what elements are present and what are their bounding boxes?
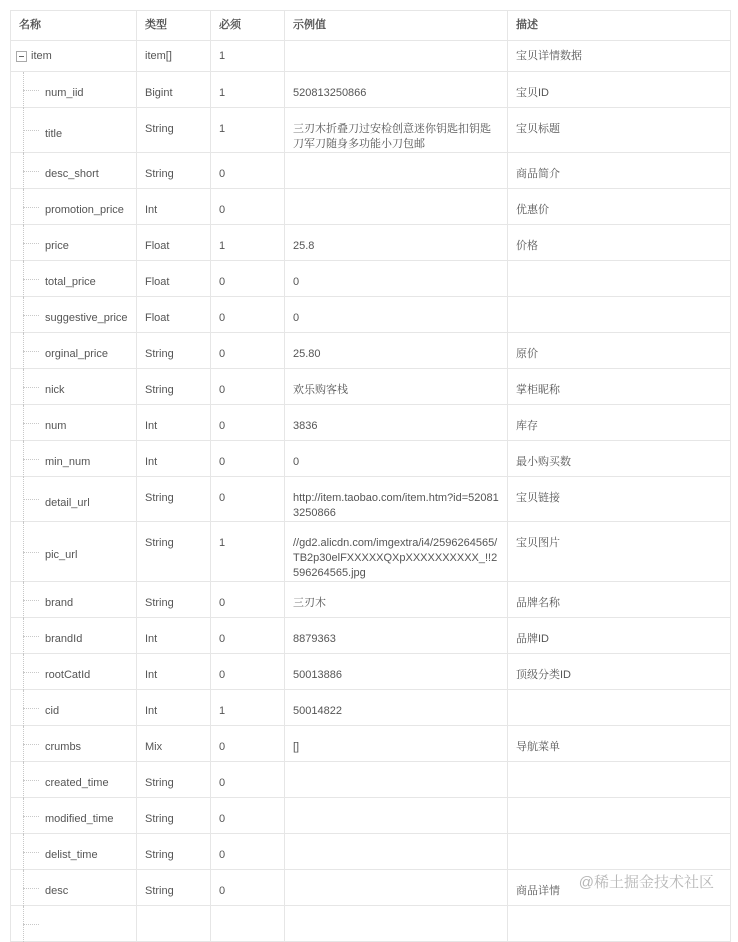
field-example-cell: 50014822 — [285, 690, 508, 726]
tree-branch-line — [23, 351, 39, 352]
field-name: total_price — [45, 276, 96, 288]
field-type-cell: Bigint — [137, 72, 211, 108]
field-description-cell: 最小购买数 — [508, 441, 731, 477]
field-required-cell: 1 — [211, 72, 285, 108]
field-example-cell: 25.8 — [285, 225, 508, 261]
field-description-cell — [508, 297, 731, 333]
field-example-cell: [] — [285, 726, 508, 762]
table-row — [11, 726, 731, 762]
field-description-cell: 库存 — [508, 405, 731, 441]
field-description-cell: 顶级分类ID — [508, 654, 731, 690]
table-row — [11, 72, 731, 108]
header-name: 名称 — [11, 11, 137, 41]
field-name-cell — [11, 870, 137, 906]
field-name: modified_time — [45, 813, 114, 825]
tree-branch-line — [23, 552, 39, 553]
header-example: 示例值 — [285, 11, 508, 41]
field-name: min_num — [45, 456, 91, 468]
table-row — [11, 834, 731, 870]
field-type-cell: String — [137, 582, 211, 618]
field-required-cell: 0 — [211, 369, 285, 405]
api-fields-table — [10, 10, 731, 942]
header-description: 描述 — [508, 11, 731, 41]
field-type-cell: Int — [137, 618, 211, 654]
table-row — [11, 690, 731, 726]
field-example-cell: 25.80 — [285, 333, 508, 369]
field-example-cell — [285, 762, 508, 798]
field-description-cell — [508, 762, 731, 798]
field-name: brand — [45, 597, 74, 609]
root-required: 1 — [211, 41, 285, 72]
field-required-cell — [211, 906, 285, 942]
field-description-cell: 品牌名称 — [508, 582, 731, 618]
field-name-cell — [11, 906, 137, 942]
tree-branch-line — [23, 279, 39, 280]
collapse-minus-icon[interactable] — [16, 51, 27, 62]
api-table-container — [10, 10, 730, 942]
field-example-cell — [285, 870, 508, 906]
table-row — [11, 618, 731, 654]
tree-branch-line — [23, 243, 39, 244]
field-description-cell — [508, 798, 731, 834]
field-example-cell: 三刃木折叠刀过安检创意迷你钥匙扣钥匙刀军刀随身多功能小刀包邮 — [285, 108, 508, 153]
field-name-cell — [11, 189, 137, 225]
tree-branch-line — [23, 459, 39, 460]
field-description-cell: 宝贝图片 — [508, 522, 731, 582]
field-name-cell — [11, 405, 137, 441]
table-row — [11, 405, 731, 441]
tree-branch-line — [23, 924, 39, 925]
field-name: suggestive_price — [45, 312, 128, 324]
table-row-root — [11, 41, 731, 72]
field-name-cell — [11, 72, 137, 108]
tree-branch-line — [23, 315, 39, 316]
field-example-cell: 0 — [285, 441, 508, 477]
header-required: 必须 — [211, 11, 285, 41]
tree-branch-line — [23, 708, 39, 709]
field-name: delist_time — [45, 849, 98, 861]
field-example-cell: 三刃木 — [285, 582, 508, 618]
field-required-cell: 1 — [211, 690, 285, 726]
field-type-cell — [137, 906, 211, 942]
tree-branch-line — [23, 852, 39, 853]
field-name: created_time — [45, 777, 109, 789]
field-name-cell — [11, 726, 137, 762]
field-type-cell: Int — [137, 654, 211, 690]
field-required-cell: 1 — [211, 108, 285, 153]
field-name: desc_short — [45, 168, 99, 180]
root-description: 宝贝详情数据 — [508, 41, 731, 72]
root-name: item — [31, 49, 52, 62]
field-name: brandId — [45, 633, 83, 645]
field-name-cell — [11, 690, 137, 726]
field-name: orginal_price — [45, 348, 108, 360]
table-row — [11, 477, 731, 522]
field-type-cell: Mix — [137, 726, 211, 762]
field-required-cell: 0 — [211, 333, 285, 369]
field-description-cell — [508, 690, 731, 726]
field-required-cell: 0 — [211, 477, 285, 522]
field-type-cell: String — [137, 369, 211, 405]
field-description-cell: 宝贝链接 — [508, 477, 731, 522]
field-name-cell — [11, 477, 137, 522]
field-required-cell: 1 — [211, 522, 285, 582]
field-example-cell: 8879363 — [285, 618, 508, 654]
field-description-cell: 导航菜单 — [508, 726, 731, 762]
tree-branch-line — [23, 636, 39, 637]
field-type-cell: Int — [137, 690, 211, 726]
table-row — [11, 654, 731, 690]
field-name-cell — [11, 108, 137, 153]
field-name-cell — [11, 225, 137, 261]
field-name: crumbs — [45, 741, 82, 753]
field-required-cell: 1 — [211, 225, 285, 261]
field-required-cell: 0 — [211, 726, 285, 762]
root-name-cell — [11, 41, 137, 72]
field-type-cell: String — [137, 870, 211, 906]
field-example-cell — [285, 834, 508, 870]
field-required-cell: 0 — [211, 870, 285, 906]
field-name: desc — [45, 885, 69, 897]
field-name: cid — [45, 705, 60, 717]
tree-branch-line — [23, 90, 39, 91]
table-row — [11, 582, 731, 618]
field-name-cell — [11, 153, 137, 189]
tree-branch-line — [23, 816, 39, 817]
table-row — [11, 153, 731, 189]
field-name-cell — [11, 441, 137, 477]
table-row — [11, 906, 731, 942]
field-required-cell: 0 — [211, 405, 285, 441]
field-type-cell: Float — [137, 225, 211, 261]
tree-branch-line — [23, 672, 39, 673]
watermark: @稀土掘金技术社区 — [578, 874, 714, 891]
field-example-cell: 3836 — [285, 405, 508, 441]
field-example-cell — [285, 906, 508, 942]
field-name: num_iid — [45, 87, 84, 99]
tree-branch-line — [23, 499, 39, 500]
tree-branch-line — [23, 600, 39, 601]
tree-branch-line — [23, 387, 39, 388]
root-example — [285, 41, 508, 72]
tree-branch-line — [23, 171, 39, 172]
table-row — [11, 297, 731, 333]
field-example-cell: http://item.taobao.com/item.htm?id=520813250866 — [285, 477, 508, 522]
field-description-cell — [508, 261, 731, 297]
field-required-cell: 0 — [211, 654, 285, 690]
field-type-cell: String — [137, 108, 211, 153]
field-name: price — [45, 240, 69, 252]
field-required-cell: 0 — [211, 582, 285, 618]
field-required-cell: 0 — [211, 297, 285, 333]
field-type-cell: Int — [137, 441, 211, 477]
tree-branch-line — [23, 780, 39, 781]
field-name: title — [45, 127, 63, 140]
field-description-cell: 品牌ID — [508, 618, 731, 654]
field-name-cell — [11, 762, 137, 798]
field-name-cell — [11, 261, 137, 297]
field-name: detail_url — [45, 496, 90, 509]
field-description-cell: 原价 — [508, 333, 731, 369]
field-name-cell — [11, 582, 137, 618]
table-row — [11, 261, 731, 297]
tree-branch-line — [23, 744, 39, 745]
field-example-cell: 0 — [285, 297, 508, 333]
field-type-cell: Int — [137, 405, 211, 441]
field-name: num — [45, 420, 67, 432]
root-type: item[] — [137, 41, 211, 72]
field-description-cell: 宝贝标题 — [508, 108, 731, 153]
field-required-cell: 0 — [211, 261, 285, 297]
field-required-cell: 0 — [211, 834, 285, 870]
tree-branch-line — [23, 130, 39, 131]
field-description-cell: 优惠价 — [508, 189, 731, 225]
field-description-cell — [508, 834, 731, 870]
field-name: promotion_price — [45, 204, 124, 216]
field-example-cell — [285, 153, 508, 189]
field-description-cell: 价格 — [508, 225, 731, 261]
field-required-cell: 0 — [211, 798, 285, 834]
field-description-cell: 掌柜昵称 — [508, 369, 731, 405]
field-name-cell — [11, 618, 137, 654]
table-row — [11, 225, 731, 261]
field-type-cell: String — [137, 477, 211, 522]
table-row — [11, 522, 731, 582]
field-name-cell — [11, 297, 137, 333]
field-type-cell: Int — [137, 189, 211, 225]
field-type-cell: String — [137, 798, 211, 834]
table-row — [11, 441, 731, 477]
tree-branch-line — [23, 888, 39, 889]
field-name-cell — [11, 834, 137, 870]
field-name: pic_url — [45, 549, 78, 561]
table-row — [11, 189, 731, 225]
field-name-cell — [11, 522, 137, 582]
table-row — [11, 798, 731, 834]
field-name: rootCatId — [45, 669, 91, 681]
field-type-cell: String — [137, 522, 211, 582]
field-example-cell: 50013886 — [285, 654, 508, 690]
field-example-cell: 欢乐购客栈 — [285, 369, 508, 405]
table-row — [11, 108, 731, 153]
field-example-cell: 0 — [285, 261, 508, 297]
tree-branch-line — [23, 207, 39, 208]
field-type-cell: Float — [137, 297, 211, 333]
field-type-cell: Float — [137, 261, 211, 297]
field-description-cell: 商品详情 — [508, 870, 731, 906]
field-name-cell — [11, 798, 137, 834]
table-row — [11, 369, 731, 405]
field-example-cell: //gd2.alicdn.com/imgextra/i4/2596264565/TB2p30elFXXXXXQXpXXXXXXXXXX_!!2596264565.jpg — [285, 522, 508, 582]
field-required-cell: 0 — [211, 189, 285, 225]
field-required-cell: 0 — [211, 153, 285, 189]
field-type-cell: String — [137, 762, 211, 798]
table-row — [11, 762, 731, 798]
field-required-cell: 0 — [211, 441, 285, 477]
field-type-cell: String — [137, 834, 211, 870]
field-example-cell — [285, 189, 508, 225]
field-type-cell: String — [137, 333, 211, 369]
header-type: 类型 — [137, 11, 211, 41]
field-example-cell: 520813250866 — [285, 72, 508, 108]
table-header-row — [11, 11, 731, 41]
field-name-cell — [11, 654, 137, 690]
field-description-cell: 宝贝ID — [508, 72, 731, 108]
field-example-cell — [285, 798, 508, 834]
field-name-cell — [11, 369, 137, 405]
field-required-cell: 0 — [211, 762, 285, 798]
field-type-cell: String — [137, 153, 211, 189]
field-required-cell: 0 — [211, 618, 285, 654]
field-name-cell — [11, 333, 137, 369]
field-description-cell: 商品简介 — [508, 153, 731, 189]
tree-branch-line — [23, 423, 39, 424]
table-row — [11, 333, 731, 369]
field-description-cell — [508, 906, 731, 942]
field-name: nick — [45, 384, 65, 396]
